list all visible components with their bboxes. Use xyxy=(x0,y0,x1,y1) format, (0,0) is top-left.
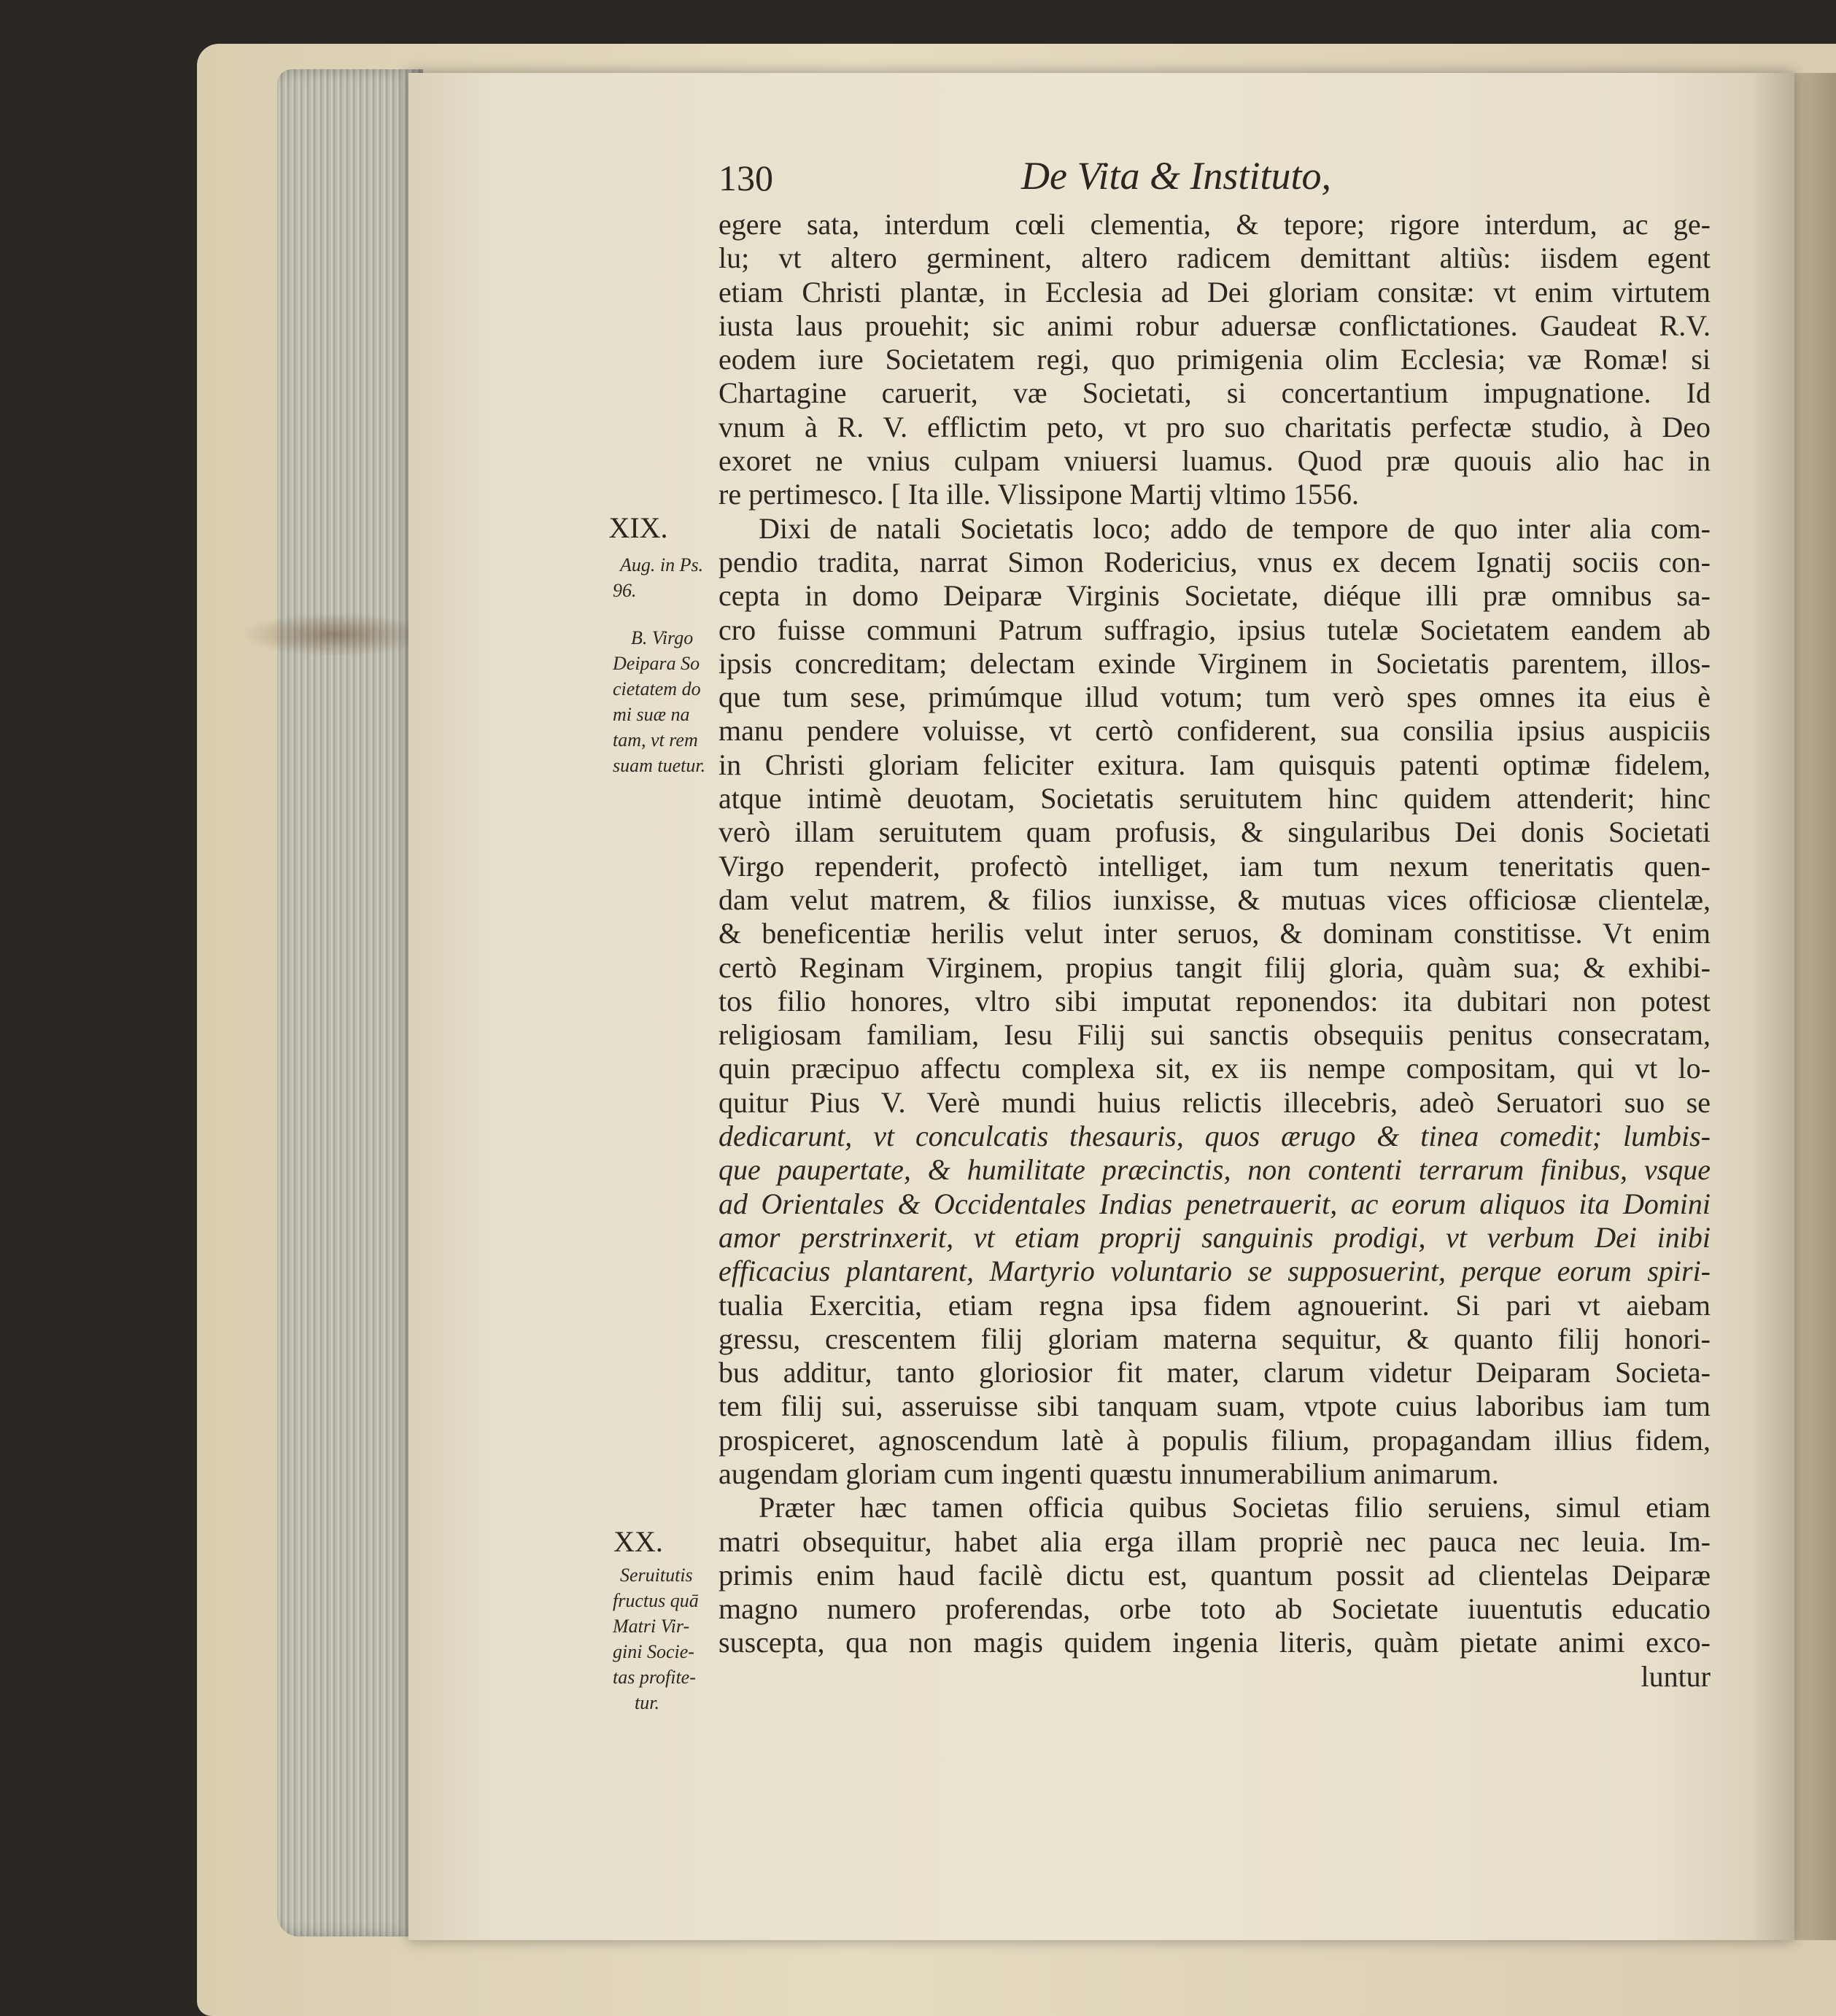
text-line: gressu, crescentem filij gloriam materna sequitur, & quanto filij honori- xyxy=(718,1322,1711,1355)
margin-note-line: gini Socie- xyxy=(613,1641,694,1662)
text-line: Virgo rependerit, profectò intelliget, iam tum nexum teneritatis quen- xyxy=(718,849,1711,883)
text-line: Dixi de natali Societatis loco; addo de tempore de quo inter alia com- xyxy=(759,511,1711,545)
margin-note-line: fructus quā xyxy=(613,1590,699,1611)
text-line: manu pendere voluisse, vt certò confiderent, sua consilia ipsius auspiciis xyxy=(718,714,1711,748)
text-line: re pertimesco. [ Ita ille. Vlissipone Martij vltimo 1556. xyxy=(718,478,1359,511)
margin-note-line: Aug. in Ps. xyxy=(620,554,704,575)
text-line: vnum à R. V. efflictim peto, vt pro suo charitatis perfectæ studio, à Deo xyxy=(718,410,1711,443)
text-line: quitur Pius V. Verè mundi huius relictis illecebris, adeò Seruatori suo se xyxy=(718,1085,1711,1119)
text-line: primis enim haud facilè dictu est, quantum possit ad clientelas Deiparæ xyxy=(718,1558,1711,1592)
text-line: pendio tradita, narrat Simon Rodericius, vnus ex decem Ignatij sociis con- xyxy=(718,545,1711,578)
margin-note-line: 96. xyxy=(613,580,637,601)
running-title: De Vita & Instituto, xyxy=(1021,154,1331,198)
margin-note-line: tas profite- xyxy=(613,1667,696,1688)
text-line: que tum sese, primúmque illud votum; tum verò spes omnes ita eius è xyxy=(718,681,1711,714)
margin-note-line: B. Virgo xyxy=(631,627,694,648)
text-line: cro fuisse communi Patrum suffragio, ipsius tutelæ Societatem eandem ab xyxy=(718,613,1711,646)
text-line: bus additur, tanto gloriosior fit mater, clarum videtur Deiparam Societa- xyxy=(718,1356,1711,1389)
text-line: tos filio honores, vltro sibi imputat reponendos: ita dubitari non potest xyxy=(718,984,1711,1017)
text-line: quin præcipuo affectu complexa sit, ex iis nempe compositam, qui vt lo- xyxy=(718,1052,1711,1085)
text-line: eodem iure Societatem regi, quo primigenia olim Ecclesia; væ Romæ! si xyxy=(718,343,1711,376)
text-line: exoret ne vnius culpam vniuersi luamus. Quod præ quouis alio hac in xyxy=(718,444,1711,478)
gutter-shadow xyxy=(1751,73,1836,1940)
margin-note-line: cietatem do xyxy=(613,678,701,699)
text-line: matri obsequitur, habet alia erga illam propriè nec pauca nec leuia. Im- xyxy=(718,1524,1711,1558)
text-line-italic: amor perstrinxerit, vt etiam proprij sanguinis prodigi, vt verbum Dei inibi xyxy=(718,1220,1711,1254)
text-line: tualia Exercitia, etiam regna ipsa fidem agnouerint. Si pari vt aiebam xyxy=(718,1288,1711,1322)
text-line: suscepta, qua non magis quidem ingenia literis, quàm pietate animi exco- xyxy=(718,1626,1711,1659)
text-line: etiam Christi plantæ, in Ecclesia ad Dei gloriam consitæ: vt enim virtutem xyxy=(718,275,1711,309)
text-line: prospiceret, agnoscendum latè à populis filium, propagandam illius fidem, xyxy=(718,1423,1711,1457)
page-number: 130 xyxy=(718,158,773,198)
margin-note-line: tur. xyxy=(635,1692,659,1713)
body-text xyxy=(718,208,1711,1694)
section-number-20: XX. xyxy=(613,1525,663,1558)
text-line-italic: dedicarunt, vt conculcatis thesauris, quos ærugo & tinea comedit; lumbis- xyxy=(718,1120,1711,1153)
text-line: augendam gloriam cum ingenti quæstu innumerabilium animarum. xyxy=(718,1457,1499,1490)
margin-note-line: Seruitutis xyxy=(620,1565,693,1586)
section-number-19: XIX. xyxy=(608,511,668,544)
text-line: in Christi gloriam feliciter exitura. Iam quisquis patenti optimæ fidelem, xyxy=(718,748,1711,781)
page-edges xyxy=(277,69,423,1936)
text-line: ipsis concreditam; delectam exinde Virginem in Societatis parentem, illos- xyxy=(718,646,1711,680)
margin-note-line: suam tuetur. xyxy=(613,755,706,776)
text-line: tem filij sui, asseruisse sibi tanquam suam, vtpote cuius laboribus iam tum xyxy=(718,1389,1711,1423)
text-line: atque intimè deuotam, Societatis seruitutem hinc quidem attenderit; hinc xyxy=(718,782,1711,815)
text-line: Chartagine caruerit, væ Societati, si concertantium impugnatione. Id xyxy=(718,376,1711,410)
catchword: luntur xyxy=(1641,1659,1711,1693)
text-line: iusta laus prouehit; sic animi robur aduersæ conflictationes. Gaudeat R.V. xyxy=(718,309,1711,342)
margin-note-line: Deipara So xyxy=(613,653,700,674)
text-line: magno numero proferendas, orbe toto ab Societate iuuentutis educatio xyxy=(718,1592,1711,1626)
text-line: religiosam familiam, Iesu Filij sui sanctis obsequiis penitus consecratam, xyxy=(718,1018,1711,1052)
text-line: lu; vt altero germinent, altero radicem demittant altiùs: iisdem egent xyxy=(718,241,1711,275)
edge-stain xyxy=(241,613,430,656)
text-line-italic: que paupertate, & humilitate præcinctis, non contenti terrarum finibus, vsque xyxy=(718,1153,1711,1187)
margin-note-line: Matri Vir- xyxy=(613,1616,690,1637)
text-line: verò illam seruitutem quam profusis, & singularibus Dei donis Societati xyxy=(718,815,1711,849)
text-line: Præter hæc tamen officia quibus Societas filio seruiens, simul etiam xyxy=(759,1491,1711,1524)
text-line-italic: efficacius plantarent, Martyrio voluntario se supposuerint, perque eorum spiri- xyxy=(718,1255,1711,1288)
text-line: egere sata, interdum cœli clementia, & tepore; rigore interdum, ac ge- xyxy=(718,208,1711,241)
text-line-italic: ad Orientales & Occidentales Indias penetrauerit, ac eorum aliquos ita Domini xyxy=(718,1187,1711,1220)
text-line: certò Reginam Virginem, propius tangit filij gloria, quàm sua; & exhibi- xyxy=(718,950,1711,984)
margin-note-line: tam, vt rem xyxy=(613,729,698,751)
text-line: cepta in domo Deiparæ Virginis Societate, diéque illi præ omnibus sa- xyxy=(718,579,1711,613)
margin-note-line: mi suæ na xyxy=(613,704,690,725)
text-line: & beneficentiæ herilis velut inter seruos, & dominam constitisse. Vt enim xyxy=(718,917,1711,950)
text-line: dam velut matrem, & filios iunxisse, & mutuas vices officiosæ clientelæ, xyxy=(718,883,1711,916)
